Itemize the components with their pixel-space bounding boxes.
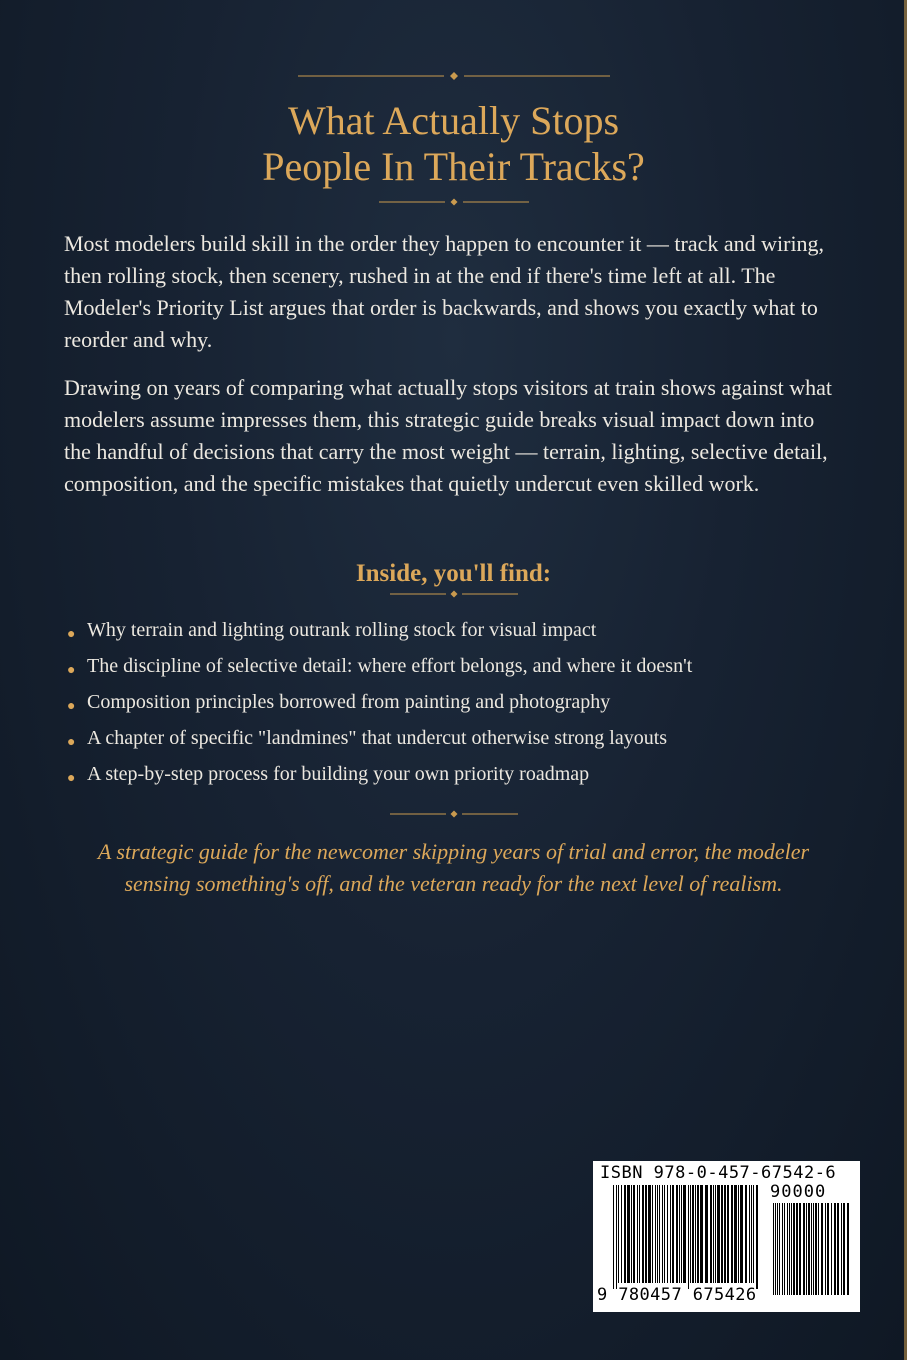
list-item	[66, 616, 866, 652]
barcode-bar	[779, 1203, 780, 1295]
list-item-text: Composition principles borrowed from painting and photography	[87, 691, 611, 713]
barcode-bar	[652, 1185, 653, 1283]
barcode-bar	[624, 1185, 626, 1283]
barcode-bar	[775, 1203, 776, 1295]
barcode-bar	[676, 1185, 678, 1283]
ean-number: 9 780457 675426	[597, 1285, 757, 1305]
bullet-dot-icon: ●	[67, 771, 76, 786]
inside-divider-ornament	[0, 589, 907, 599]
barcode-bar	[834, 1203, 836, 1295]
isbn-addon-number: 90000	[770, 1182, 827, 1202]
barcode-bar	[627, 1185, 630, 1283]
barcode-bar	[633, 1185, 635, 1283]
barcode-bar	[710, 1185, 712, 1283]
barcode-bar	[645, 1185, 647, 1283]
barcode-bar	[695, 1185, 696, 1283]
barcode-bar	[679, 1185, 680, 1283]
barcode-bar	[657, 1185, 658, 1283]
barcode-bar	[717, 1185, 720, 1283]
barcode-bar	[847, 1203, 849, 1295]
barcode-bar	[841, 1203, 842, 1295]
barcode-bar	[618, 1185, 619, 1283]
barcode-bar	[631, 1185, 632, 1283]
isbn-label: ISBN 978-0-457-67542-6	[600, 1163, 837, 1183]
barcode-bar	[784, 1203, 785, 1295]
barcode-bar	[815, 1203, 817, 1295]
diamond-divider-icon	[379, 197, 529, 207]
isbn-barcode	[593, 1161, 860, 1312]
barcode-bar	[773, 1203, 774, 1295]
list-item-text: A step-by-step process for building your own priority roadmap	[87, 763, 590, 785]
title-divider-ornament	[0, 197, 907, 207]
list-item	[66, 688, 866, 724]
list-item-text: The discipline of selective detail: where effort belongs, and where it doesn't	[87, 655, 693, 677]
barcode-bar	[818, 1203, 819, 1295]
barcode-bar	[655, 1185, 656, 1283]
barcode-bar	[672, 1185, 674, 1283]
inside-heading: Inside, you'll find:	[355, 560, 552, 587]
barcode-bar	[705, 1185, 708, 1283]
barcode-bar	[749, 1185, 750, 1283]
barcode-bar	[667, 1185, 668, 1283]
barcode-bar	[811, 1203, 812, 1295]
barcode-bar	[799, 1203, 801, 1295]
feature-list	[66, 616, 866, 796]
barcode-bar	[616, 1185, 617, 1289]
barcode-bar	[796, 1203, 798, 1295]
tagline-line-2: sensing something's off, and the veteran ready for the next level of realism.	[124, 871, 783, 896]
barcode-bar	[731, 1185, 733, 1283]
barcode-bar	[831, 1203, 832, 1295]
barcode-bar	[724, 1185, 726, 1283]
barcode-bar	[683, 1185, 686, 1283]
barcode-bar	[827, 1203, 829, 1295]
tagline-divider-ornament	[0, 809, 907, 819]
barcode-bar	[803, 1203, 805, 1295]
bullet-dot-icon: ●	[67, 699, 76, 714]
tagline	[40, 836, 867, 900]
title-line-1: What Actually Stops	[287, 98, 620, 143]
barcode-bar	[825, 1203, 826, 1295]
barcode-bar	[639, 1185, 640, 1283]
barcode-bar	[793, 1203, 795, 1295]
barcode-bar	[621, 1185, 622, 1283]
tagline-line-1: A strategic guide for the newcomer skipping years of trial and error, the modeler	[97, 839, 810, 864]
barcode-bar	[697, 1185, 699, 1283]
barcode-bar	[659, 1185, 660, 1283]
top-divider-ornament	[0, 71, 907, 81]
diamond-divider-icon	[298, 71, 610, 81]
barcode-bar	[837, 1203, 839, 1295]
barcode-bar	[738, 1185, 739, 1283]
intro-paragraph-1: Most modelers build skill in the order they happen to encounter it — track and wiring, then rolling stock, then scenery, rushed in at the end if there's time left at all. The Modeler's Priority List argues that order is backwards, and shows you exactly what to reorder and why.	[64, 231, 825, 352]
bullet-dot-icon: ●	[67, 663, 76, 678]
barcode-bar	[613, 1185, 614, 1289]
page-title	[0, 98, 907, 190]
title-line-2: People In Their Tracks?	[262, 144, 645, 189]
barcode-bar	[843, 1203, 845, 1295]
intro-paragraph-2: Drawing on years of comparing what actually stops visitors at train shows against what modelers assume impresses them, this strategic guide breaks visual impact down into the handful of decisions that carry the most weight — terrain, lighting, selective detail, composition, and the specific mistakes that quietly undercut even skilled work.	[64, 375, 833, 496]
barcode-bar	[740, 1185, 743, 1283]
diamond-divider-icon	[390, 589, 518, 599]
barcode-bar	[664, 1185, 665, 1283]
barcode-bar	[753, 1185, 754, 1283]
barcode-bar	[637, 1185, 638, 1283]
list-item-text: A chapter of specific "landmines" that undercut otherwise strong layouts	[87, 727, 668, 749]
barcode-bar	[777, 1203, 778, 1295]
barcode-bar	[751, 1185, 752, 1283]
barcode-bar	[670, 1185, 671, 1283]
barcode-bar	[721, 1185, 723, 1283]
bullet-dot-icon: ●	[67, 735, 76, 750]
barcode-bar	[821, 1203, 823, 1295]
barcode-bar	[727, 1185, 729, 1283]
list-item	[66, 652, 866, 688]
barcode-bar	[791, 1203, 792, 1295]
barcode-bar	[808, 1203, 810, 1295]
barcode-bar	[692, 1185, 694, 1283]
diamond-divider-icon	[390, 809, 518, 819]
barcode-bar	[662, 1185, 663, 1283]
barcode-bar	[681, 1185, 682, 1283]
barcode-bar	[642, 1185, 644, 1283]
barcode-bar	[690, 1185, 691, 1283]
barcode-bar	[745, 1185, 747, 1283]
barcode-bar	[648, 1185, 651, 1283]
list-item-text: Why terrain and lighting outrank rolling stock for visual impact	[87, 619, 597, 641]
barcode-bar	[713, 1185, 714, 1283]
barcode-bar	[806, 1203, 807, 1295]
barcode-bar	[688, 1185, 689, 1289]
bullet-dot-icon: ●	[67, 627, 76, 642]
barcode-bar	[715, 1185, 716, 1283]
barcode-bar	[734, 1185, 737, 1283]
barcode-bar	[813, 1203, 814, 1295]
list-item	[66, 760, 866, 796]
barcode-bar	[756, 1185, 758, 1289]
barcode-bar	[700, 1185, 703, 1283]
barcode-bar	[782, 1203, 783, 1295]
barcode-bar	[787, 1203, 788, 1295]
barcode-bar	[789, 1203, 790, 1295]
list-item	[66, 724, 866, 760]
